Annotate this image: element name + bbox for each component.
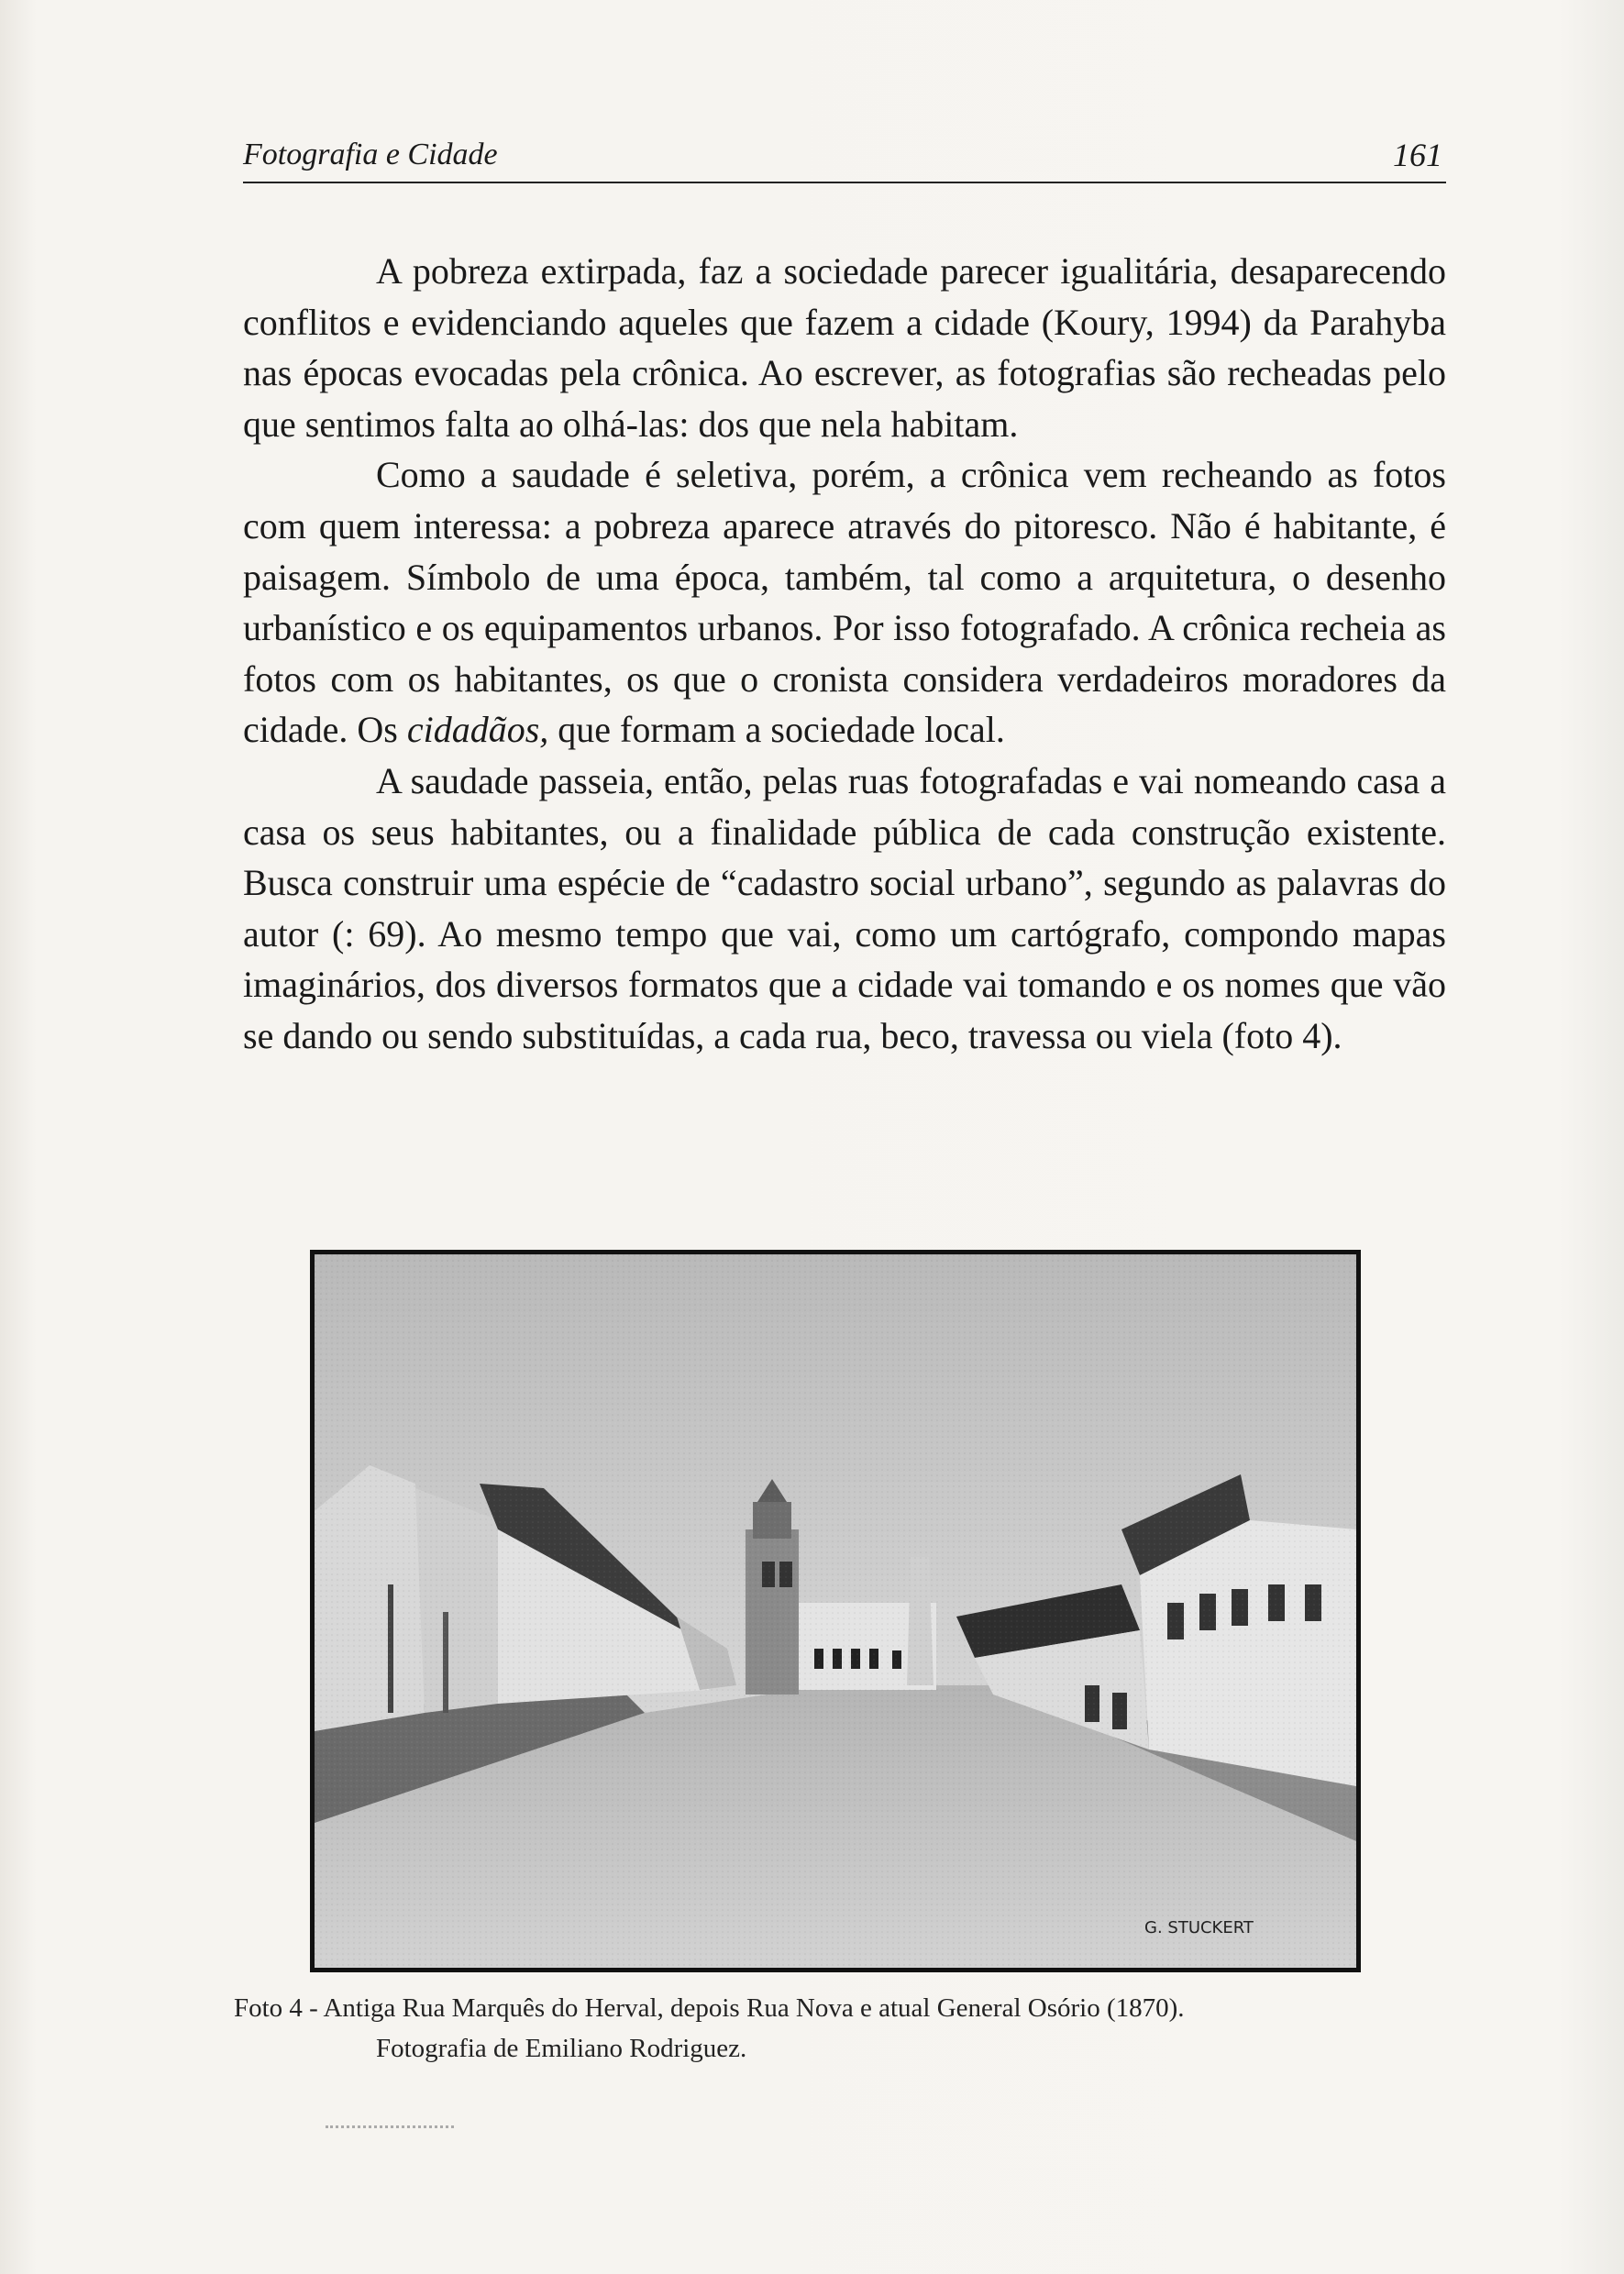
dotted-mark bbox=[326, 2125, 454, 2132]
caption-line-1: Foto 4 - Antiga Rua Marquês do Herval, depois Rua Nova e atual General Osório (1870). bbox=[234, 1993, 1185, 2023]
caption-line-2: Fotografia de Emiliano Rodriguez. bbox=[376, 2034, 747, 2063]
figure-caption bbox=[234, 1988, 1463, 2069]
chapter-title: Fotografia e Cidade bbox=[243, 138, 498, 171]
paragraph-1: A pobreza extirpada, faz a sociedade parecer igualitária, desaparecendo conflitos e evidenciando aqueles que fazem a cidade (Koury, 1994) da Parahyba nas épocas evocadas pela crônica. Ao escrever, as fotografias são recheadas pelo que sentimos falta ao olhá-las: dos que nela habitam. bbox=[243, 250, 1446, 445]
page-number: 161 bbox=[1393, 137, 1442, 173]
paragraph-2-text-b: que formam a sociedade local. bbox=[548, 709, 1005, 751]
paragraph-3: A saudade passeia, então, pelas ruas fotografadas e vai nomeando casa a casa os seus habitantes, ou a finalidade pública de cada construção existente. Busca construir uma espécie de “cadastro social urbano”, segundo as palavras do autor (: 69). Ao mesmo tempo que vai, como um cartógrafo, compondo mapas imaginários, dos diversos formatos que a cidade vai tomando e os nomes que vão se dando ou sendo substituídas, a cada rua, beco, travessa ou viela (foto 4). bbox=[243, 759, 1446, 1056]
paragraph-2-text-a: Como a saudade é seletiva, porém, a crônica vem recheando as fotos com quem interessa: a pobreza aparece através do pitoresco. Não é habitante, é paisagem. Símbolo de uma época, também, tal como a arquitetura, o desenho urbanístico e os equipamentos urbanos. Por isso fotografado. A crônica recheia as fotos com os habitantes, os que o cronista considera verdadeiros moradores da cidade. Os bbox=[243, 454, 1446, 751]
running-header bbox=[243, 130, 1446, 183]
photo-signature: G. STUCKERT bbox=[1144, 1918, 1254, 1937]
body-text bbox=[243, 246, 1446, 1062]
paragraph-2 bbox=[243, 449, 1446, 756]
street-photo-illustration bbox=[315, 1254, 1356, 1968]
historic-street-photo bbox=[310, 1250, 1361, 1972]
emphasis-cidadaos: cidadãos, bbox=[406, 709, 549, 751]
